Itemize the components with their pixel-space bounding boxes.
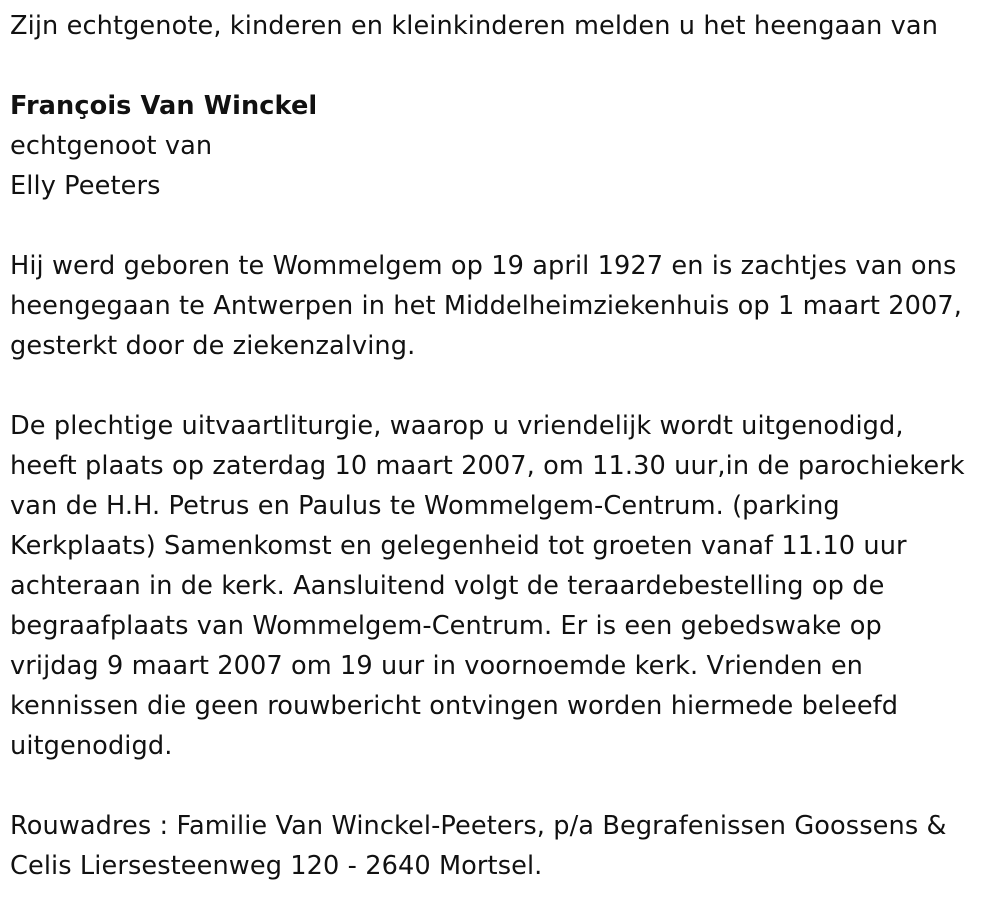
paragraph-line: Rouwadres : Familie Van Winckel-Peeters, p/a Begrafenissen Goossens & [10, 811, 947, 841]
paragraph-line: Kerkplaats) Samenkomst en gelegenheid tot groeten vanaf 11.10 uur [10, 531, 907, 561]
spacer [10, 206, 992, 246]
paragraph-line: Hij werd geboren te Wommelgem op 19 april 1927 en is zachtjes van ons [10, 251, 957, 281]
paragraph-line: De plechtige uitvaartliturgie, waarop u vriendelijk wordt uitgenodigd, [10, 411, 904, 441]
paragraph-line: Celis Liersesteenweg 120 - 2640 Mortsel. [10, 851, 543, 881]
spouse-name: Elly Peeters [10, 171, 161, 201]
paragraph-line: gesterkt door de ziekenzalving. [10, 331, 416, 361]
paragraph-line: heengegaan te Antwerpen in het Middelheimziekenhuis op 1 maart 2007, [10, 291, 962, 321]
paragraph-line: heeft plaats op zaterdag 10 maart 2007, om 11.30 uur,in de parochiekerk [10, 451, 965, 481]
spacer [10, 766, 992, 806]
deceased-name: François Van Winckel [10, 91, 318, 121]
paragraph-line: begraafplaats van Wommelgem-Centrum. Er is een gebedswake op [10, 611, 882, 641]
spacer [10, 46, 992, 86]
intro-line: Zijn echtgenote, kinderen en kleinkinderen melden u het heengaan van [10, 11, 939, 41]
spacer [10, 366, 992, 406]
paragraph-line: uitgenodigd. [10, 731, 173, 761]
address-paragraph [10, 806, 992, 886]
paragraph-line: achteraan in de kerk. Aansluitend volgt de teraardebestelling op de [10, 571, 885, 601]
funeral-paragraph [10, 406, 992, 766]
paragraph-line: van de H.H. Petrus en Paulus te Wommelgem-Centrum. (parking [10, 491, 840, 521]
paragraph-line: vrijdag 9 maart 2007 om 19 uur in voornoemde kerk. Vrienden en [10, 651, 863, 681]
birth-death-paragraph [10, 246, 992, 366]
relation-text: echtgenoot van [10, 131, 213, 161]
death-notice [10, 6, 992, 886]
paragraph-line: kennissen die geen rouwbericht ontvingen worden hiermede beleefd [10, 691, 899, 721]
